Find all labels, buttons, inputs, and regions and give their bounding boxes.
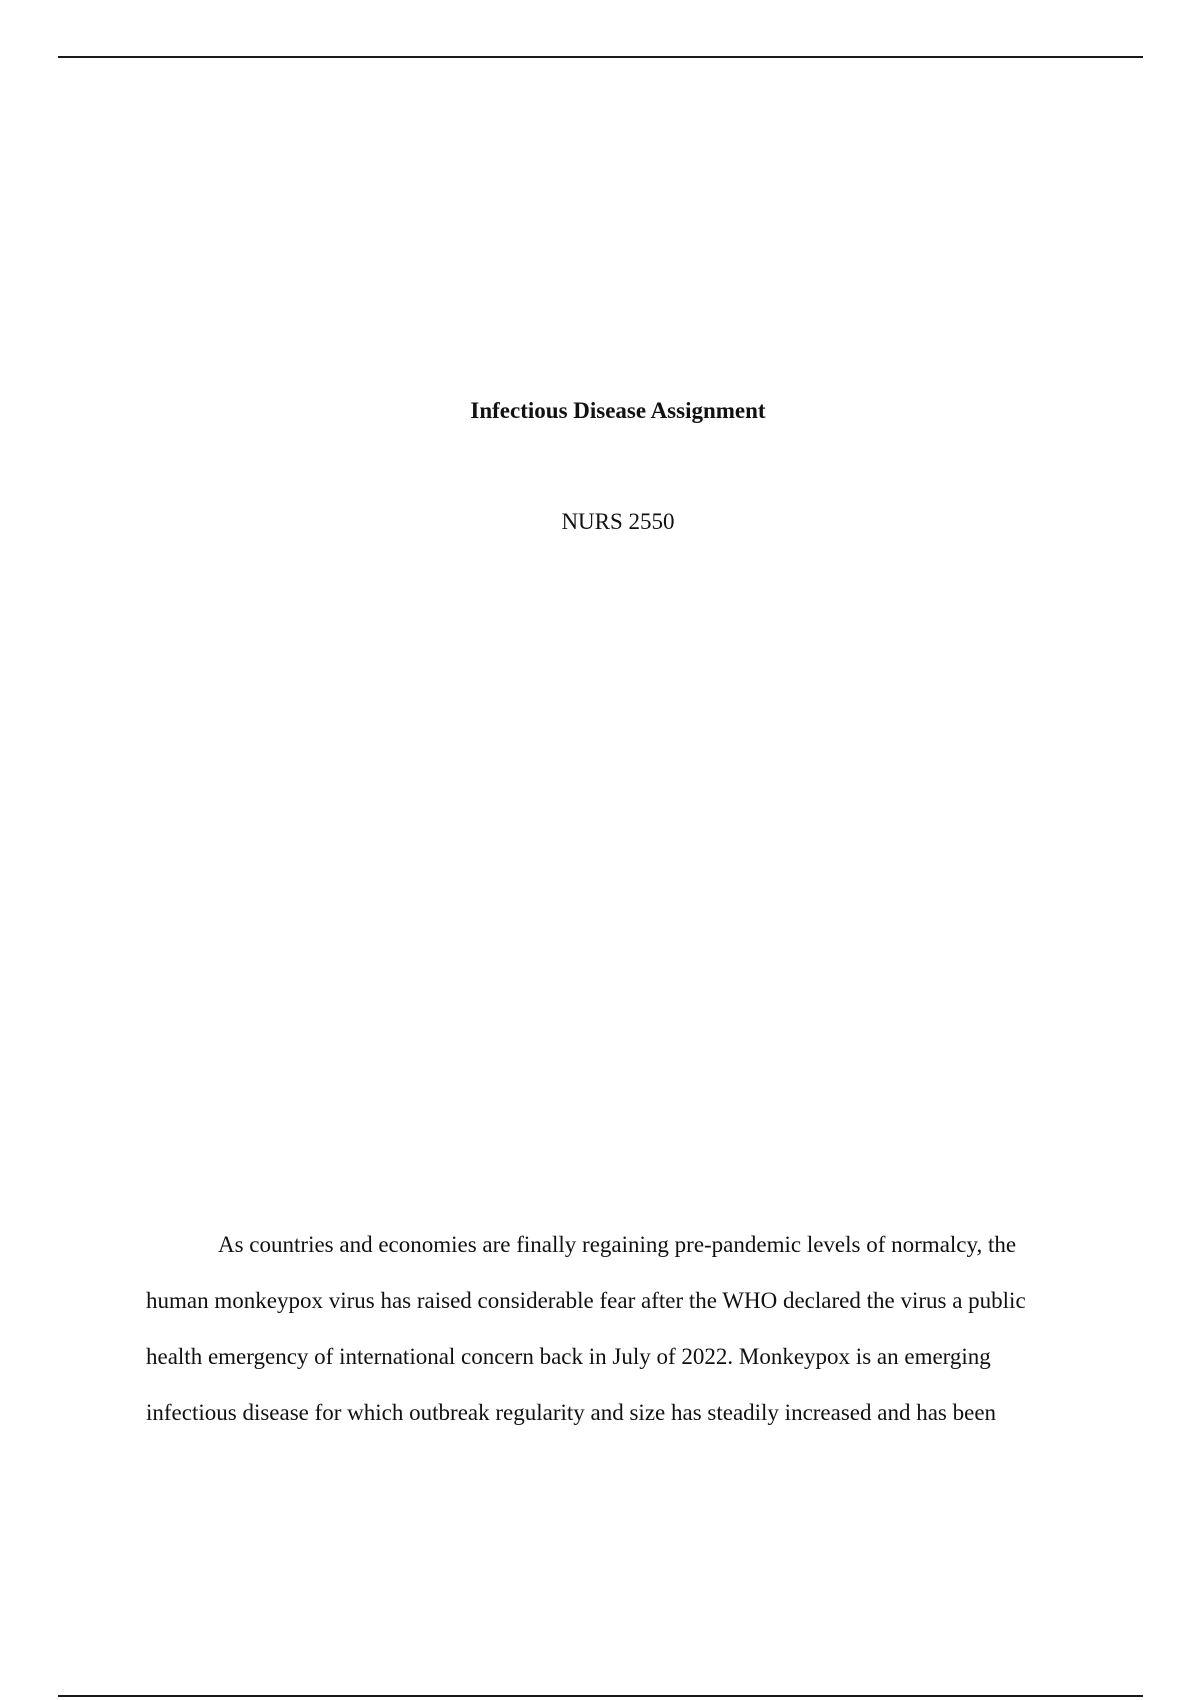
bottom-page-border [58,1695,1143,1697]
paragraph-line: As countries and economies are finally regaining pre-pandemic levels of normalcy, the [218,1232,1017,1257]
top-page-border [58,56,1143,58]
paragraph-line: human monkeypox virus has raised considerable fear after the WHO declared the virus a public [146,1288,1026,1313]
paragraph-line: health emergency of international concern back in July of 2022. Monkeypox is an emerging [146,1344,991,1369]
document-title: Infectious Disease Assignment [470,398,766,423]
paragraph-line: infectious disease for which outbreak regularity and size has steadily increased and has been [146,1400,997,1425]
course-code: NURS 2550 [561,509,675,534]
body-paragraph [146,1230,1086,1454]
